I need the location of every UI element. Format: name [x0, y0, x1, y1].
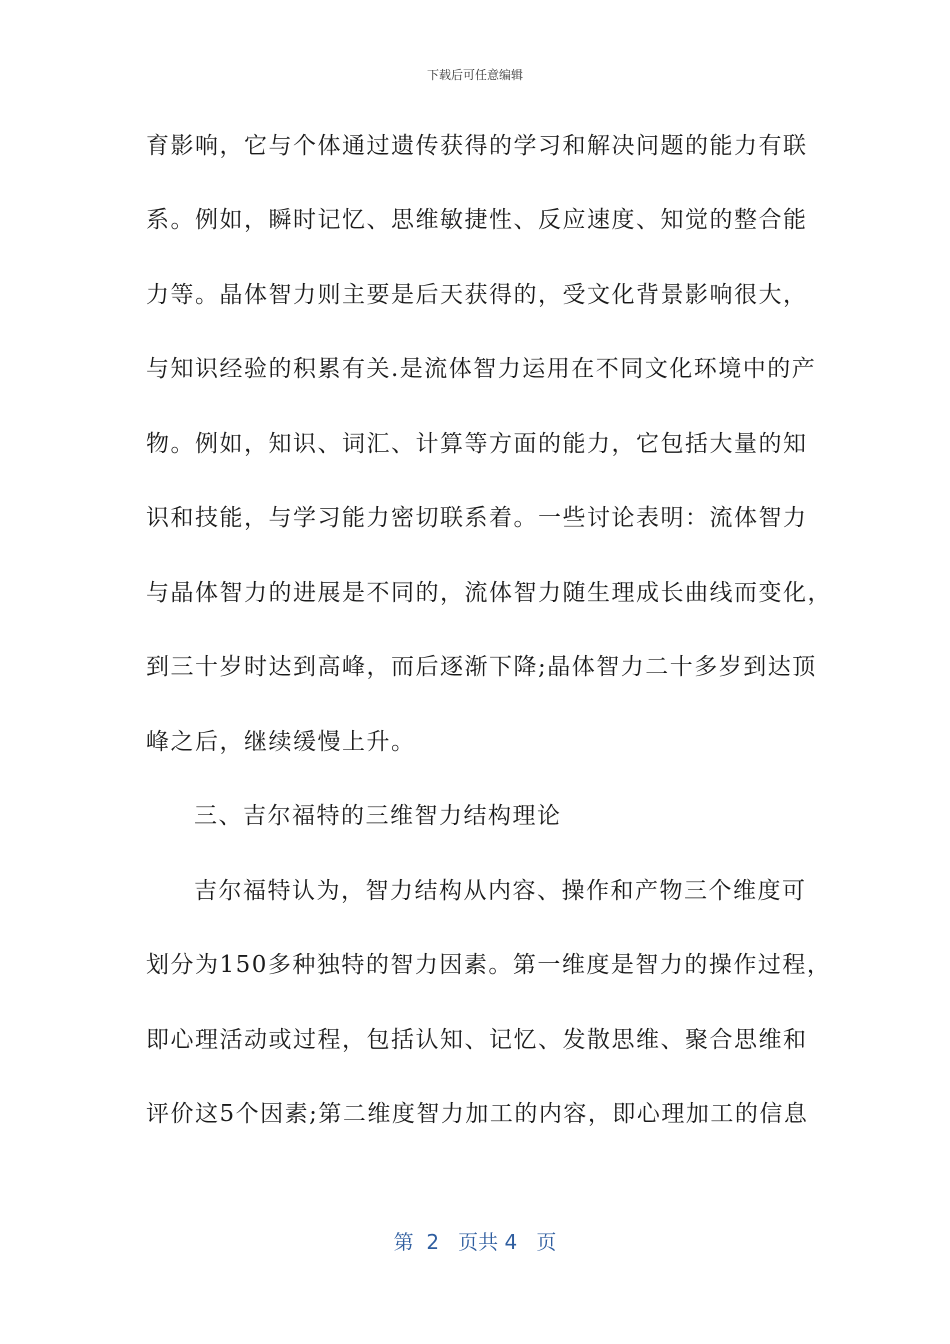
- paragraph-line: 育影响，它与个体通过遗传获得的学习和解决问题的能力有联: [146, 133, 808, 159]
- paragraph-line: 识和技能，与学习能力密切联系着。一些讨论表明：流体智力: [146, 505, 808, 531]
- section-heading: 三、吉尔福特的三维智力结构理论: [194, 803, 562, 829]
- paragraph-line: 到三十岁时达到高峰，而后逐渐下降;晶体智力二十多岁到达顶: [146, 654, 817, 680]
- paragraph-line: 物。例如，知识、词汇、计算等方面的能力，它包括大量的知: [146, 431, 808, 457]
- page-number: 第 2 页共 4 页: [393, 1230, 557, 1254]
- paragraph-line: 划分为150多种独特的智力因素。第一维度是智力的操作过程，: [146, 952, 832, 978]
- paragraph-line: 系。例如，瞬时记忆、思维敏捷性、反应速度、知觉的整合能: [146, 207, 808, 233]
- header-note: 下载后可任意编辑: [426, 68, 523, 82]
- paragraph-line: 与知识经验的积累有关.是流体智力运用在不同文化环境中的产: [146, 356, 817, 382]
- paragraph-line: 力等。晶体智力则主要是后天获得的，受文化背景影响很大，: [146, 282, 808, 308]
- paragraph-line: 吉尔福特认为，智力结构从内容、操作和产物三个维度可: [194, 878, 807, 904]
- paragraph-line: 峰之后，继续缓慢上升。: [146, 729, 416, 755]
- paragraph-line: 与晶体智力的进展是不同的，流体智力随生理成长曲线而变化，: [146, 580, 832, 606]
- paragraph-line: 即心理活动或过程，包括认知、记忆、发散思维、聚合思维和: [146, 1027, 808, 1053]
- paragraph-line: 评价这5个因素;第二维度智力加工的内容，即心理加工的信息: [146, 1101, 809, 1127]
